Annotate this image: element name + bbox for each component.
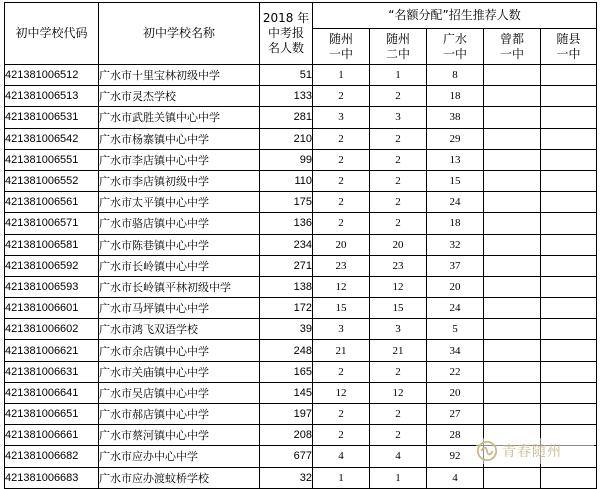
quota-cell xyxy=(541,404,597,425)
quota-cell: 29 xyxy=(427,128,484,149)
header-applicants-line: 中考报 xyxy=(267,26,304,40)
quota-cell xyxy=(484,149,541,170)
school-name-cell: 广水市太平镇中心中学 xyxy=(99,192,260,213)
quota-cell xyxy=(541,86,597,107)
quota-cell xyxy=(484,467,541,488)
table-row xyxy=(5,192,597,213)
applicants-cell: 133 xyxy=(260,86,313,107)
header-quota-school-line: 一中 xyxy=(442,46,467,61)
header-quota-school-line: 一中 xyxy=(556,46,581,61)
quota-cell xyxy=(484,361,541,382)
school-code-cell: 421381006651 xyxy=(5,404,99,425)
table-row xyxy=(5,234,597,255)
school-name-cell: 广水市余店镇中心中学 xyxy=(99,340,260,361)
quota-cell xyxy=(484,340,541,361)
school-name-cell: 广水市灵杰学校 xyxy=(99,86,260,107)
school-name-cell: 广水市骆店镇中心中学 xyxy=(99,213,260,234)
quota-cell: 3 xyxy=(313,319,370,340)
school-code-cell: 421381006602 xyxy=(5,319,99,340)
applicants-cell: 175 xyxy=(260,192,313,213)
header-quota-school-line: 随州 xyxy=(385,31,410,46)
header-school-name: 初中学校名称 xyxy=(99,3,260,65)
quota-cell: 12 xyxy=(313,276,370,297)
quota-cell: 3 xyxy=(370,319,427,340)
quota-cell xyxy=(484,86,541,107)
quota-cell: 2 xyxy=(370,128,427,149)
school-name-cell: 广水市武胜关镇中心中学 xyxy=(99,107,260,128)
quota-cell: 92 xyxy=(427,446,484,467)
school-code-cell: 421381006682 xyxy=(5,446,99,467)
quota-cell xyxy=(541,192,597,213)
quota-cell: 2 xyxy=(370,361,427,382)
quota-cell xyxy=(484,107,541,128)
quota-cell: 2 xyxy=(370,86,427,107)
quota-cell: 2 xyxy=(370,404,427,425)
header-applicants-line: 名人数 xyxy=(267,41,304,55)
quota-cell: 8 xyxy=(427,65,484,86)
applicants-cell: 271 xyxy=(260,255,313,276)
quota-cell: 1 xyxy=(313,467,370,488)
table-row xyxy=(5,340,597,361)
quota-cell: 1 xyxy=(370,467,427,488)
quota-cell xyxy=(541,149,597,170)
table-row xyxy=(5,298,597,319)
quota-cell xyxy=(541,298,597,319)
quota-cell: 23 xyxy=(313,255,370,276)
header-quota-school xyxy=(370,29,427,65)
quota-cell: 2 xyxy=(313,213,370,234)
quota-cell: 1 xyxy=(370,65,427,86)
applicants-cell: 197 xyxy=(260,404,313,425)
table-row xyxy=(5,382,597,403)
school-name-cell: 广水市应办中心中学 xyxy=(99,446,260,467)
header-quota-school-line: 一中 xyxy=(499,46,524,61)
school-code-cell: 421381006551 xyxy=(5,149,99,170)
quota-cell: 12 xyxy=(313,382,370,403)
table-row xyxy=(5,65,597,86)
school-name-cell: 广水市长岭镇中心中学 xyxy=(99,255,260,276)
quota-cell xyxy=(484,170,541,191)
quota-cell: 22 xyxy=(427,361,484,382)
school-name-cell: 广水市应办渡蚊桥学校 xyxy=(99,467,260,488)
school-name-cell: 广水市杨寨镇中心中学 xyxy=(99,128,260,149)
quota-cell: 20 xyxy=(427,276,484,297)
school-name-cell: 广水市鸿飞双语学校 xyxy=(99,319,260,340)
quota-cell: 37 xyxy=(427,255,484,276)
quota-cell: 2 xyxy=(370,213,427,234)
table-row xyxy=(5,276,597,297)
quota-cell: 18 xyxy=(427,86,484,107)
school-code-cell: 421381006513 xyxy=(5,86,99,107)
quota-cell xyxy=(484,213,541,234)
quota-cell xyxy=(484,404,541,425)
header-quota-school-line: 一中 xyxy=(328,46,353,61)
school-name-cell: 广水市关庙镇中心中学 xyxy=(99,361,260,382)
quota-cell: 2 xyxy=(313,128,370,149)
table-row xyxy=(5,467,597,488)
quota-cell xyxy=(541,234,597,255)
table-row xyxy=(5,319,597,340)
quota-cell: 21 xyxy=(313,340,370,361)
school-code-cell: 421381006542 xyxy=(5,128,99,149)
header-applicants xyxy=(260,3,313,65)
applicants-cell: 136 xyxy=(260,213,313,234)
quota-cell xyxy=(541,382,597,403)
school-name-cell: 广水市李店镇初级中学 xyxy=(99,170,260,191)
table-row xyxy=(5,128,597,149)
quota-cell xyxy=(541,213,597,234)
quota-cell: 12 xyxy=(370,382,427,403)
applicants-cell: 165 xyxy=(260,361,313,382)
quota-cell: 2 xyxy=(313,192,370,213)
applicants-cell: 110 xyxy=(260,170,313,191)
quota-cell: 12 xyxy=(370,276,427,297)
quota-cell xyxy=(541,65,597,86)
quota-cell: 2 xyxy=(370,149,427,170)
applicants-cell: 51 xyxy=(260,65,313,86)
quota-cell xyxy=(484,128,541,149)
quota-cell xyxy=(484,276,541,297)
applicants-cell: 138 xyxy=(260,276,313,297)
school-code-cell: 421381006683 xyxy=(5,467,99,488)
quota-cell: 28 xyxy=(427,425,484,446)
applicants-cell: 208 xyxy=(260,425,313,446)
table-row xyxy=(5,213,597,234)
quota-cell: 2 xyxy=(313,170,370,191)
quota-cell: 20 xyxy=(370,234,427,255)
table-row xyxy=(5,107,597,128)
table-row xyxy=(5,149,597,170)
table-row xyxy=(5,170,597,191)
quota-cell: 2 xyxy=(313,149,370,170)
header-quota-school-line: 广水 xyxy=(442,31,467,46)
applicants-cell: 248 xyxy=(260,340,313,361)
school-code-cell: 421381006531 xyxy=(5,107,99,128)
applicants-cell: 172 xyxy=(260,298,313,319)
school-name-cell: 广水市吴店镇中心中学 xyxy=(99,382,260,403)
school-code-cell: 421381006593 xyxy=(5,276,99,297)
school-code-cell: 421381006581 xyxy=(5,234,99,255)
school-name-cell: 广水市陈巷镇中心中学 xyxy=(99,234,260,255)
school-code-cell: 421381006552 xyxy=(5,170,99,191)
quota-cell: 2 xyxy=(370,170,427,191)
header-quota-group: “名额分配”招生推荐人数 xyxy=(313,3,597,29)
quota-cell: 3 xyxy=(313,107,370,128)
quota-cell: 2 xyxy=(313,86,370,107)
wechat-channel-icon xyxy=(476,440,498,462)
quota-cell: 24 xyxy=(427,192,484,213)
school-code-cell: 421381006641 xyxy=(5,382,99,403)
header-quota-school-line: 二中 xyxy=(385,46,410,61)
quota-cell: 2 xyxy=(313,404,370,425)
header-quota-school xyxy=(313,29,370,65)
header-quota-school xyxy=(484,29,541,65)
school-name-cell: 广水市郝店镇中心中学 xyxy=(99,404,260,425)
applicants-cell: 677 xyxy=(260,446,313,467)
quota-cell: 23 xyxy=(370,255,427,276)
quota-cell xyxy=(484,382,541,403)
quota-cell: 32 xyxy=(427,234,484,255)
quota-cell xyxy=(541,340,597,361)
table-row xyxy=(5,86,597,107)
school-code-cell: 421381006561 xyxy=(5,192,99,213)
quota-cell xyxy=(541,361,597,382)
school-name-cell: 广水市长岭镇平林初级中学 xyxy=(99,276,260,297)
quota-cell: 34 xyxy=(427,340,484,361)
quota-cell xyxy=(484,298,541,319)
school-code-cell: 421381006661 xyxy=(5,425,99,446)
quota-cell: 15 xyxy=(313,298,370,319)
applicants-cell: 145 xyxy=(260,382,313,403)
quota-cell: 20 xyxy=(427,382,484,403)
quota-cell: 4 xyxy=(313,446,370,467)
school-code-cell: 421381006512 xyxy=(5,65,99,86)
school-name-cell: 广水市十里宝林初级中学 xyxy=(99,65,260,86)
school-code-cell: 421381006571 xyxy=(5,213,99,234)
quota-cell xyxy=(484,234,541,255)
header-applicants-line: 2018 年 xyxy=(262,11,310,25)
quota-cell xyxy=(541,276,597,297)
quota-cell: 38 xyxy=(427,107,484,128)
quota-cell xyxy=(484,192,541,213)
applicants-cell: 39 xyxy=(260,319,313,340)
quota-cell: 27 xyxy=(427,404,484,425)
header-quota-school xyxy=(427,29,484,65)
school-code-cell: 421381006631 xyxy=(5,361,99,382)
quota-cell: 3 xyxy=(370,107,427,128)
school-code-cell: 421381006592 xyxy=(5,255,99,276)
school-name-cell: 广水市蔡河镇中心中学 xyxy=(99,425,260,446)
applicants-cell: 99 xyxy=(260,149,313,170)
quota-cell: 2 xyxy=(370,425,427,446)
quota-cell: 21 xyxy=(370,340,427,361)
watermark-text: 青春随州 xyxy=(502,444,562,460)
header-quota-school-line: 随州 xyxy=(328,31,353,46)
quota-cell: 4 xyxy=(427,467,484,488)
quota-cell xyxy=(541,467,597,488)
quota-cell: 2 xyxy=(370,192,427,213)
table-row xyxy=(5,404,597,425)
quota-cell xyxy=(541,255,597,276)
quota-cell xyxy=(541,128,597,149)
header-quota-school-line: 曾都 xyxy=(499,31,524,46)
school-name-cell: 广水市马坪镇中心中学 xyxy=(99,298,260,319)
header-quota-school-line: 随县 xyxy=(556,31,581,46)
quota-cell: 2 xyxy=(313,361,370,382)
watermark xyxy=(476,438,594,464)
applicants-cell: 281 xyxy=(260,107,313,128)
quota-cell: 2 xyxy=(313,425,370,446)
applicants-cell: 234 xyxy=(260,234,313,255)
school-code-cell: 421381006601 xyxy=(5,298,99,319)
quota-cell xyxy=(484,255,541,276)
quota-table xyxy=(4,2,597,489)
quota-cell: 13 xyxy=(427,149,484,170)
quota-cell: 4 xyxy=(370,446,427,467)
applicants-cell: 32 xyxy=(260,467,313,488)
quota-cell: 15 xyxy=(427,170,484,191)
quota-cell: 15 xyxy=(370,298,427,319)
quota-cell: 18 xyxy=(427,213,484,234)
quota-cell: 5 xyxy=(427,319,484,340)
quota-cell xyxy=(484,65,541,86)
table-row xyxy=(5,255,597,276)
table-row xyxy=(5,361,597,382)
quota-cell xyxy=(541,319,597,340)
applicants-cell: 210 xyxy=(260,128,313,149)
school-code-cell: 421381006621 xyxy=(5,340,99,361)
quota-cell: 1 xyxy=(313,65,370,86)
quota-cell xyxy=(541,107,597,128)
quota-cell: 24 xyxy=(427,298,484,319)
quota-cell: 20 xyxy=(313,234,370,255)
header-quota-school xyxy=(541,29,597,65)
school-name-cell: 广水市李店镇中心中学 xyxy=(99,149,260,170)
header-school-code: 初中学校代码 xyxy=(5,3,99,65)
quota-cell xyxy=(484,319,541,340)
quota-cell xyxy=(541,170,597,191)
